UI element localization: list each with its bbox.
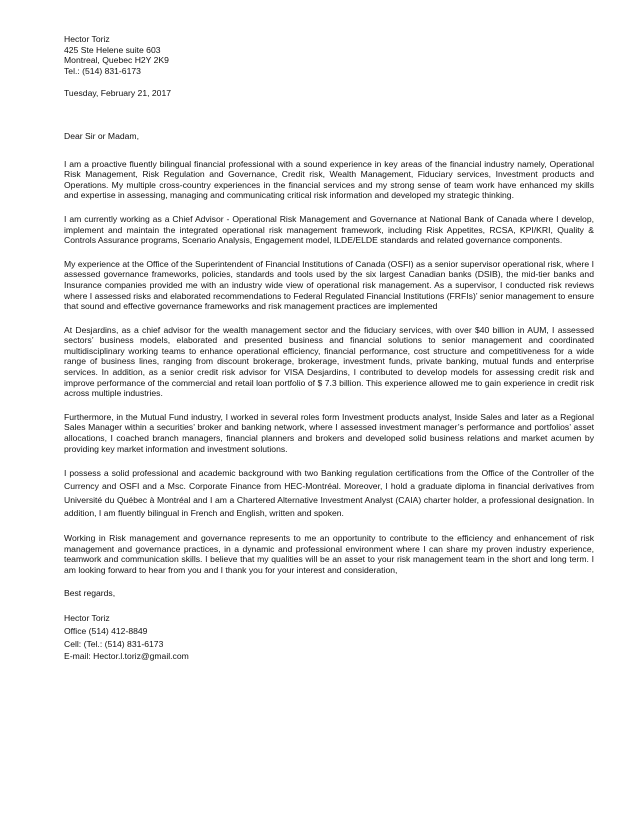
paragraph-introduction: I am a proactive fluently bilingual financial professional with a sound experience in key areas of the financial industry namely, Operational Risk Management, Risk Regulation and Governance, Credit risk, Wealth Management, Fiduciary services, Investment products and Operations. My multiple cross-country experiences in the financial services and my strong sense of team work have enhanced my skills and expertise in assessing, managing and communicating critical risk information and developed my strategic thinking. [64,158,594,201]
closing: Best regards, [64,588,116,599]
letter-date: Tuesday, February 21, 2017 [64,88,172,99]
sender-name: Hector Toriz [64,34,110,44]
signature-office-phone: Office (514) 412-8849 [64,625,148,636]
sender-address-line-2: Montreal, Quebec H2Y 2K9 [64,55,169,66]
paragraph-osfi-experience: My experience at the Office of the Superintendent of Financial Institutions of Canada (OSFI) as a senior supervisor operational risk, where I assessed governance frameworks, policies, standards and tools used by the six largest Canadian banks (DSIB), the mid-tier banks and Insurance companies provided me with an industry wide view of operational risk management. As a supervisor, I conducted risk reviews where I assessed risks and elaborated recommendations to Federal Regulated Financial Institutions (FRFIs)’ senior management to ensure that sound and effective governance frameworks and risk management practices are implemented [64,258,594,312]
paragraph-desjardins-experience: At Desjardins, as a chief advisor for the wealth management sector and the fiduciary services, with over $40 billion in AUM, I assessed sectors’ business models, elaborated and presented business and financial solutions to senior management and coordinated multidisciplinary working teams to enhance operational efficiency, financial performance, cost structure and competitiveness for a wide range of business lines, ranging from discount brokerage, brokerage, investment funds, private banking, mutual funds and enterprise services. In addition, as a senior credit risk advisor for VISA Desjardins, I contributed to develop models for assessing credit risk and improve performance of the commercial and retail loan portfolio of $ 7.3 billion. This experience allowed me to gain experience in credit risk across multiple industries. [64,324,594,399]
paragraph-current-role: I am currently working as a Chief Advisor - Operational Risk Management and Governance at National Bank of Canada where I develop, implement and maintain the integrated operational risk management framework, including Risk Appetites, RCSA, KPI/KRI, Quality & Controls Assurance programs, Scenario Analysis, Engagement model, ILDE/ELDE standards and related governance components. [64,213,594,246]
signature-cell-phone: Cell: (Tel.: (514) 831-6173 [64,638,164,649]
signature-name: Hector Toriz [64,613,110,623]
salutation: Dear Sir or Madam, [64,130,139,141]
paragraph-education: I possess a solid professional and academic background with two Banking regulation certifications from the Office of the Controller of the Currency and OSFI and a Msc. Corporate Finance from HEC-Montréal. Moreover, I hold a graduate diploma in financial derivatives from Université du Québec à Montréal and I am a Chartered Alternative Investment Analyst (CAIA) charter holder, a professional designation. In addition, I am fluently bilingual in French and English, written and spoken. [64,468,594,518]
paragraph-motivation: Working in Risk management and governance represents to me an opportunity to contribute to the efficiency and enhancement of risk management and governance practices, in a dynamic and professional environment where I can share my proven industry experience, teamwork and communication skills. I believe that my qualities will be an asset to your risk management team in the short and long term. I am looking forward to hear from you and I thank you for your interest and consideration, [64,533,594,575]
signature-email: E-mail: Hector.l.toriz@gmail.com [64,651,189,662]
sender-phone: Tel.: (514) 831-6173 [64,65,141,76]
signature-block [64,612,594,663]
sender-address-line-1: 425 Ste Helene suite 603 [64,44,161,55]
paragraph-mutual-fund-experience: Furthermore, in the Mutual Fund industry, I worked in several roles form Investment products analyst, Inside Sales and later as a Regional Sales Manager within a securities’ broker and banking network, where I assessed investment manager’s performance and portfolios’ asset allocations, I coached branch managers, financial planners and brokers and developed solid business relations and market acumen by providing key market information and investment solutions. [64,411,594,454]
sender-address-block [64,34,594,76]
